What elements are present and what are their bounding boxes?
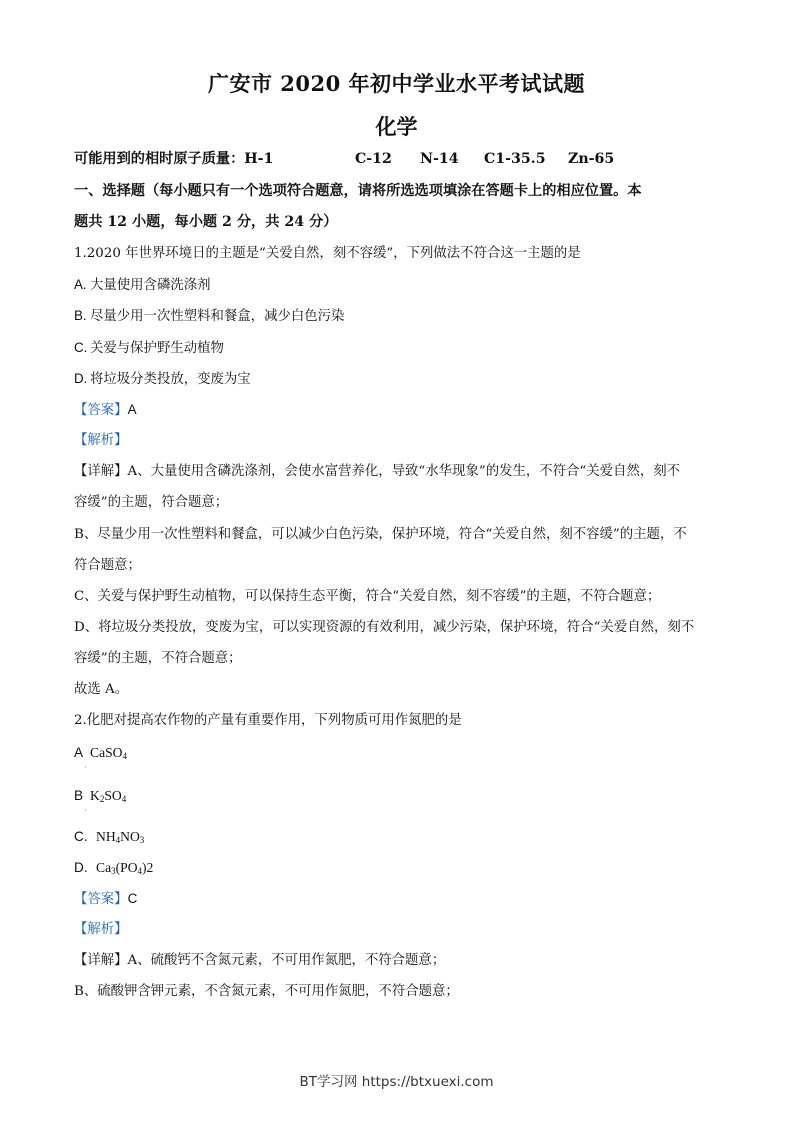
q1-option-d xyxy=(74,370,724,389)
dot-mark: · xyxy=(84,763,87,772)
mass-zn: Zn-65 xyxy=(568,151,615,167)
subject-title: 化学 xyxy=(375,114,418,139)
section-heading-line-1: 一、选择题（每小题只有一个选项符合题意，请将所选选项填涂在答题卡上的相应位置。本 xyxy=(74,183,642,199)
q2-answer xyxy=(74,890,724,909)
footer-watermark: BT学习网 https://btxuexi.com xyxy=(299,1074,494,1090)
q1-detail-line: 符合题意； xyxy=(74,558,141,573)
q2-answer-value: C xyxy=(127,891,138,906)
q1-answer xyxy=(74,401,724,420)
q2-option-b-main: K xyxy=(90,788,100,803)
q2-option-b xyxy=(74,787,724,808)
q2-option-c xyxy=(74,828,724,849)
q2-option-c-sub1: 4 xyxy=(115,835,121,845)
q1-answer-label: 【答案】 xyxy=(74,403,128,418)
q1-detail-line: D、将垃圾分类投放，变废为宝，可以实现资源的有效利用，减少污染，保护环境，符合“关爱自然，刻不 xyxy=(74,620,695,635)
q1-option-d-text: 将垃圾分类投放，变废为宝 xyxy=(90,372,251,387)
q2-option-d-end: )2 xyxy=(142,860,154,875)
q2-stem: 2.化肥对提高农作物的产量有重要作用，下列物质可用作氮肥的是 xyxy=(74,713,462,728)
q2-option-c-sub2: 3 xyxy=(139,835,145,845)
q2-option-a-letter: A xyxy=(74,745,84,760)
q1-analysis-label: 【解析】 xyxy=(74,433,128,448)
q1-option-b xyxy=(74,307,724,326)
atomic-mass-line xyxy=(74,150,724,168)
mass-cl: C1-35.5 xyxy=(484,151,546,167)
q1-detail-line: 容缓”的主题，不符合题意； xyxy=(74,651,242,666)
q2-option-b-sub1: 2 xyxy=(99,794,105,804)
q1-option-b-text: 尽量少用一次性塑料和餐盒，减少白色污染 xyxy=(90,309,345,324)
q1-detail-line: 【详解】A、大量使用含磷洗涤剂，会使水富营养化，导致“水华现象”的发生，不符合“关爱自然，刻不 xyxy=(74,464,681,479)
q2-option-d-tail: (PO xyxy=(115,860,138,875)
q2-answer-label: 【答案】 xyxy=(74,892,128,907)
q2-option-d-main: Ca xyxy=(96,860,112,875)
mass-n: N-14 xyxy=(420,151,459,167)
q2-option-a-main: CaSO xyxy=(90,745,123,760)
q2-option-b-tail: SO xyxy=(104,788,122,803)
q2-option-c-main: NH xyxy=(96,829,116,844)
q2-option-d-sub1: 3 xyxy=(111,866,116,876)
q2-option-c-tail: NO xyxy=(120,829,140,844)
q1-option-c-letter: C. xyxy=(74,340,88,355)
q1-detail-line: B、尽量少用一次性塑料和餐盒，可以减少白色污染，保护环境，符合“关爱自然，刻不容缓”的主题，不 xyxy=(74,527,687,542)
exam-title: 广安市 2020 年初中学业水平考试试题 xyxy=(207,71,586,96)
q1-option-c-text: 关爱与保护野生动植物 xyxy=(90,341,224,356)
q1-stem: 1.2020 年世界环境日的主题是“关爱自然，刻不容缓”，下列做法不符合这一主题的是 xyxy=(74,246,581,261)
q2-option-b-sub2: 4 xyxy=(121,794,127,804)
section-heading-line-2: 题共 12 小题，每小题 2 分，共 24 分） xyxy=(74,214,338,230)
dot-mark: · xyxy=(84,806,87,815)
q2-option-d-sub2: 4 xyxy=(137,866,143,876)
q1-option-c xyxy=(74,339,724,358)
q2-option-a-sub: 4 xyxy=(122,751,127,761)
q1-detail-line: 故选 A。 xyxy=(74,682,129,697)
q2-detail-line: B、硫酸钾含钾元素，不含氮元素，不可用作氮肥，不符合题意； xyxy=(74,984,459,999)
q1-answer-value: A xyxy=(127,402,137,417)
q2-option-a xyxy=(74,744,724,765)
atomic-mass-label: 可能用到的相时原子质量：H-1 xyxy=(74,151,274,167)
q1-option-a xyxy=(74,276,724,295)
q2-option-d-letter: D. xyxy=(74,860,88,875)
q2-detail-line: 【详解】A、硫酸钙不含氮元素，不可用作氮肥，不符合题意； xyxy=(74,953,446,968)
q1-detail-line: 容缓”的主题，符合题意； xyxy=(74,495,229,510)
q2-analysis-label: 【解析】 xyxy=(74,922,128,937)
q1-option-b-letter: B. xyxy=(74,308,87,323)
q1-option-a-text: 大量使用含磷洗涤剂 xyxy=(90,278,211,293)
mass-c: C-12 xyxy=(355,151,392,167)
q2-option-d xyxy=(74,859,724,880)
q1-detail-line: C、关爱与保护野生动植物，可以保持生态平衡，符合“关爱自然，刻不容缓”的主题，不符合题意； xyxy=(74,589,661,604)
q2-option-b-letter: B xyxy=(74,788,84,803)
q1-option-a-letter: A. xyxy=(74,277,87,292)
q2-option-c-letter: C. xyxy=(74,829,88,844)
q1-option-d-letter: D. xyxy=(74,371,88,386)
